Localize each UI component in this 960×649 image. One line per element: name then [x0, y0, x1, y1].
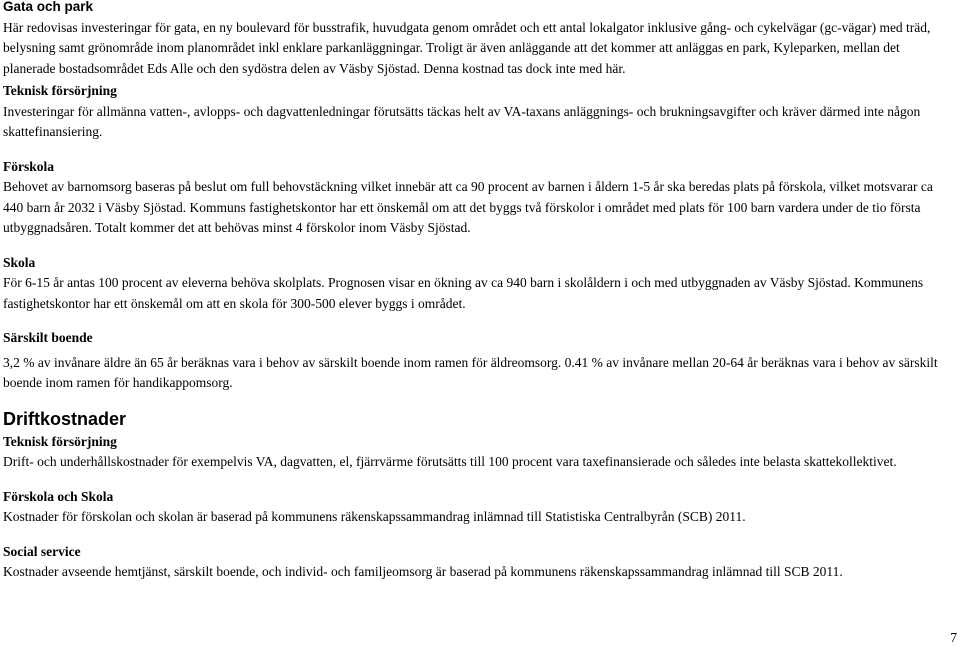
section-gata-och-park	[3, 0, 955, 79]
section-heading: Skola	[3, 254, 36, 270]
section-sarskilt-boende	[3, 328, 955, 394]
document-page	[3, 0, 955, 597]
section-heading: Teknisk försörjning	[3, 83, 117, 98]
section-drift-teknisk-forsorjning	[3, 432, 955, 473]
page-number: 7	[950, 630, 957, 645]
chapter-title: Driftkostnader	[3, 408, 127, 429]
section-heading: Teknisk försörjning	[3, 433, 117, 449]
section-heading: Särskilt boende	[3, 330, 93, 345]
section-forskola	[3, 157, 955, 239]
section-skola	[3, 253, 955, 315]
section-body: Kostnader avseende hemtjänst, särskilt boende, och individ- och familjeomsorg är baserad på kommunens räkenskapssammandrag inlämnad till SCB 2011.	[3, 564, 843, 579]
section-body: Drift- och underhållskostnader för exempelvis VA, dagvatten, el, fjärrvärme förutsätts till 100 procent vara taxefinansierade och således inte belasta skattekollektivet.	[3, 454, 897, 469]
section-body: Behovet av barnomsorg baseras på beslut om full behovstäckning vilket innebär att ca 90 procent av barnen i åldern 1-5 år ska beredas plats på förskola, vilket motsvarar ca 440 barn år 2032 i Väsby Sjöstad. Kommuns fastighetskontor har ett önskemål om att det byggs två förskolor i området med plats för 100 barn vardera under de tio första utbyggnadsåren. Totalt kommer det att behövas minst 4 förskolor inom Väsby Sjöstad.	[3, 179, 933, 235]
section-body: För 6-15 år antas 100 procent av eleverna behöva skolplats. Prognosen visar en ökning av ca 940 barn i skolåldern i och med utbyggnaden av Väsby Sjöstad. Kommunens fastighetskontor har ett önskemål om att en skola för 300-500 elever byggs i området.	[3, 275, 924, 311]
section-heading: Social service	[3, 543, 81, 559]
section-drift-forskola-och-skola	[3, 487, 955, 528]
section-heading: Förskola	[3, 158, 55, 174]
section-heading: Förskola och Skola	[3, 488, 114, 504]
section-teknisk-forsorjning	[3, 81, 955, 143]
section-body: 3,2 % av invånare äldre än 65 år beräknas vara i behov av särskilt boende inom ramen för äldreomsorg. 0.41 % av invånare mellan 20-64 år beräknas vara i behov av särskilt boende inom ramen för handikappomsorg.	[3, 354, 938, 390]
section-body: Här redovisas investeringar för gata, en ny boulevard för busstrafik, huvudgata genom området och ett antal lokalgator inklusive gång- och cykelvägar (gc-vägar) med träd, belysning samt grönområde inom planområdet inkl enklare parkanläggningar. Troligt är även anläggande att det kommer att anläggas en park, Kyleparken, mellan det planerade bostadsområdet Eds Alle och den sydöstra delen av Väsby Sjöstad. Denna kostnad tas dock inte med här.	[3, 19, 931, 76]
section-heading: Gata och park	[3, 0, 94, 14]
section-body: Investeringar för allmänna vatten-, avlopps- och dagvattenledningar förutsätts täckas helt av VA-taxans anläggnings- och brukningsavgifter och kräver därmed inte någon skattefinansiering.	[3, 103, 921, 139]
section-drift-social-service	[3, 542, 955, 583]
section-body: Kostnader för förskolan och skolan är baserad på kommunens räkenskapssammandrag inlämnad till Statistiska Centralbyrån (SCB) 2011.	[3, 509, 746, 524]
